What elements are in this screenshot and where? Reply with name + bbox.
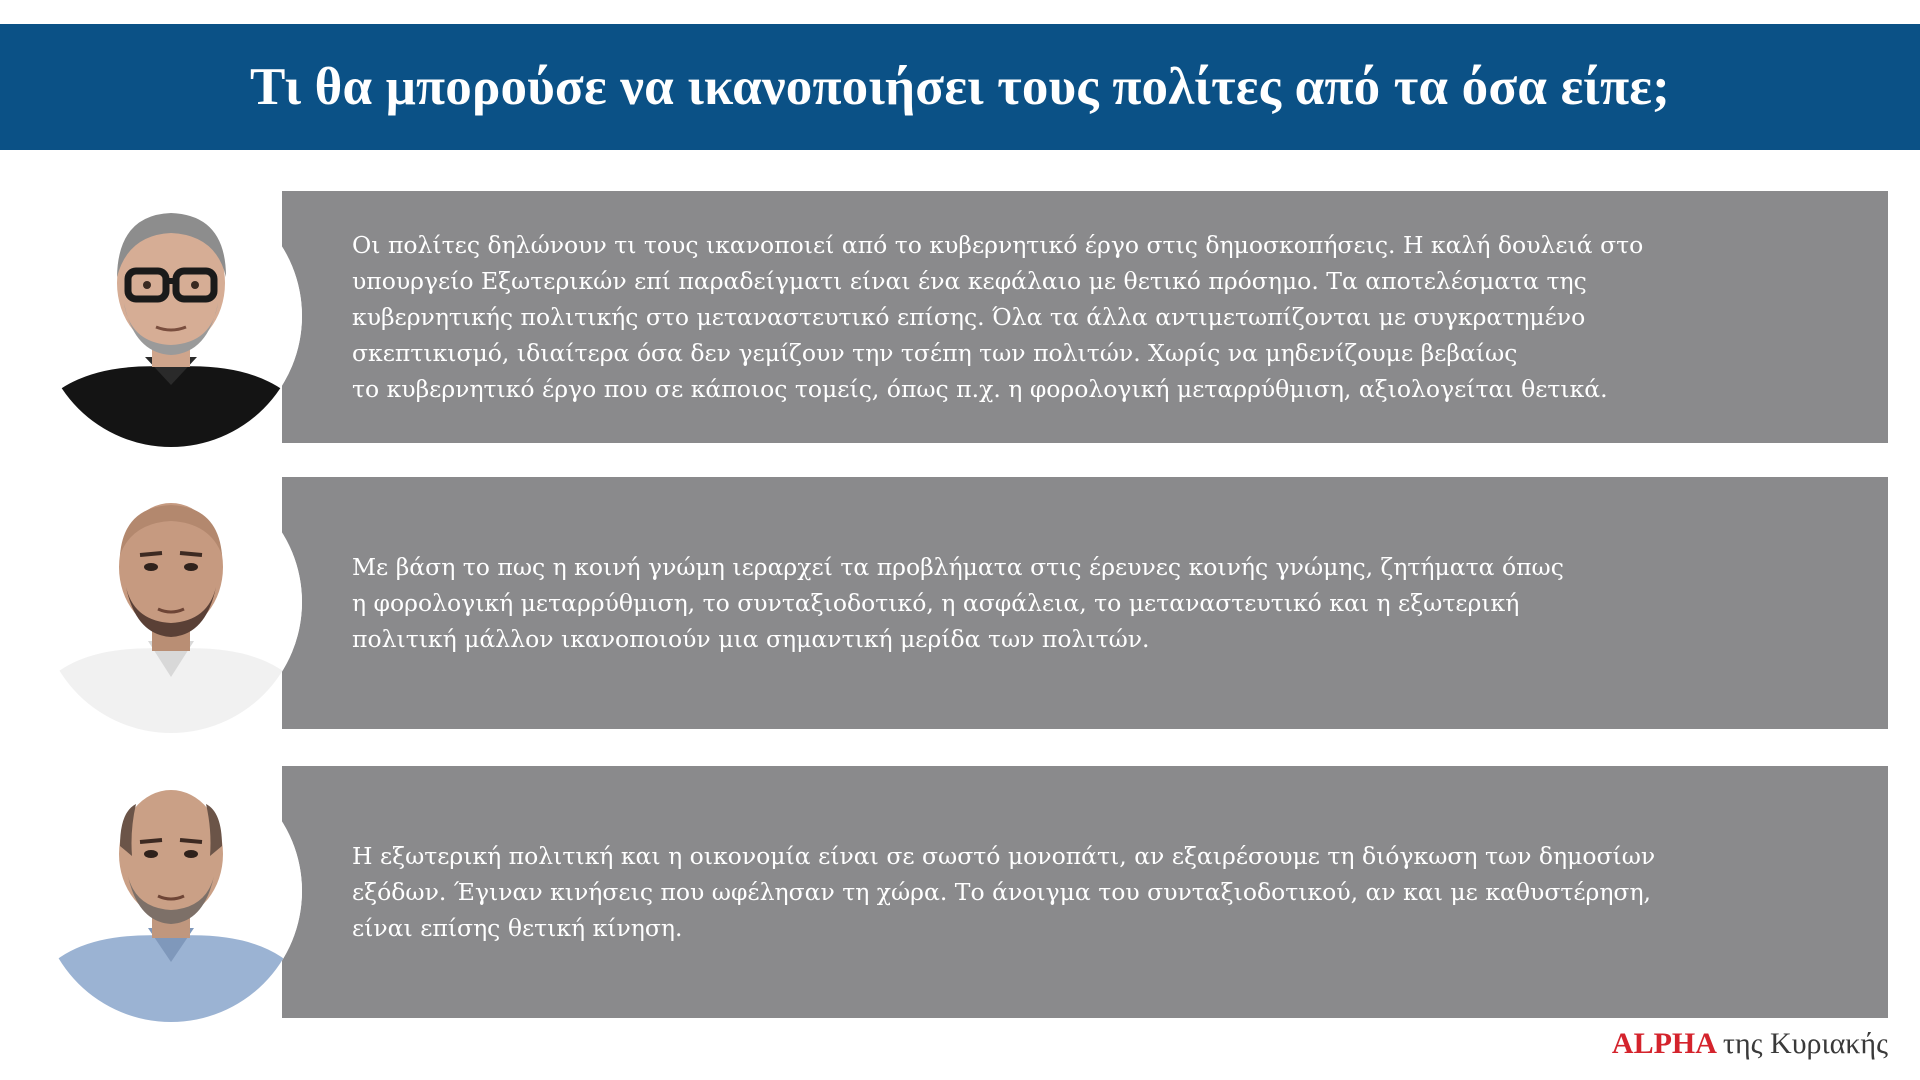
list-item [0,477,1920,729]
quote-text: Με βάση το πως η κοινή γνώμη ιεραρχεί τα προβλήματα στις έρευνες κοινής γνώμης, ζητήματα όπως η φορολογική μεταρρύθμιση, το συνταξιοδοτικό, η ασφάλεια, το μεταναστευτικό και η εξωτερική πολιτική μάλλον ικανοποιούν μια σημαντική μερίδα των πολιτών. [352,553,1564,653]
quote-box [282,766,1888,1018]
quote-text: Η εξωτερική πολιτική και η οικονομία είναι σε σωστό μονοπάτι, αν εξαιρέσουμε τη διόγκωση των δημοσίων εξόδων. Έγιναν κινήσεις που ωφέλησαν τη χώρα. Το άνοιγμα του συνταξιοδοτικού, αν και με καθυστέρηση, είναι επίσης θετική κίνηση. [352,842,1656,942]
brand-logo [1612,1027,1888,1061]
portrait-frame [40,471,302,733]
avatar-illustration [40,185,302,447]
brand-mark: ALPHA [1611,1027,1717,1060]
quote-box [282,477,1888,729]
portrait-frame [40,185,302,447]
list-item [0,766,1920,1018]
brand-sub: της Κυριακής [1722,1027,1888,1060]
avatar [40,760,302,1022]
avatar [40,185,302,447]
portrait-frame [40,760,302,1022]
title-bar [0,24,1920,150]
list-item [0,191,1920,443]
quote-box [282,191,1888,443]
quote-text: Οι πολίτες δηλώνουν τι τους ικανοποιεί από το κυβερνητικό έργο στις δημοσκοπήσεις. Η καλή δουλειά στο υπουργείο Εξωτερικών επί παραδείγματι είναι ένα κεφάλαιο με θετικό πρόσημο. Τα αποτελέσματα της κυβερνητικής πολιτικής στο μεταναστευτικό επίσης. Όλα τα άλλα αντιμετωπίζονται με συγκρατημένο σκεπτικισμό, ιδιαίτερα όσα δεν γεμίζουν την τσέπη των πολιτών. Χωρίς να μηδενίζουμε βεβαίως το κυβερνητικό έργο που σε κάποιος τομείς, όπως π.χ. η φορολογική μεταρρύθμιση, αξιολογείται θετικά. [352,231,1644,403]
page-title: Τι θα μπορούσε να ικανοποιήσει τους πολίτες από τα όσα είπε; [250,58,1670,116]
avatar-illustration [40,760,302,1022]
avatar [40,471,302,733]
avatar-illustration [40,471,302,733]
